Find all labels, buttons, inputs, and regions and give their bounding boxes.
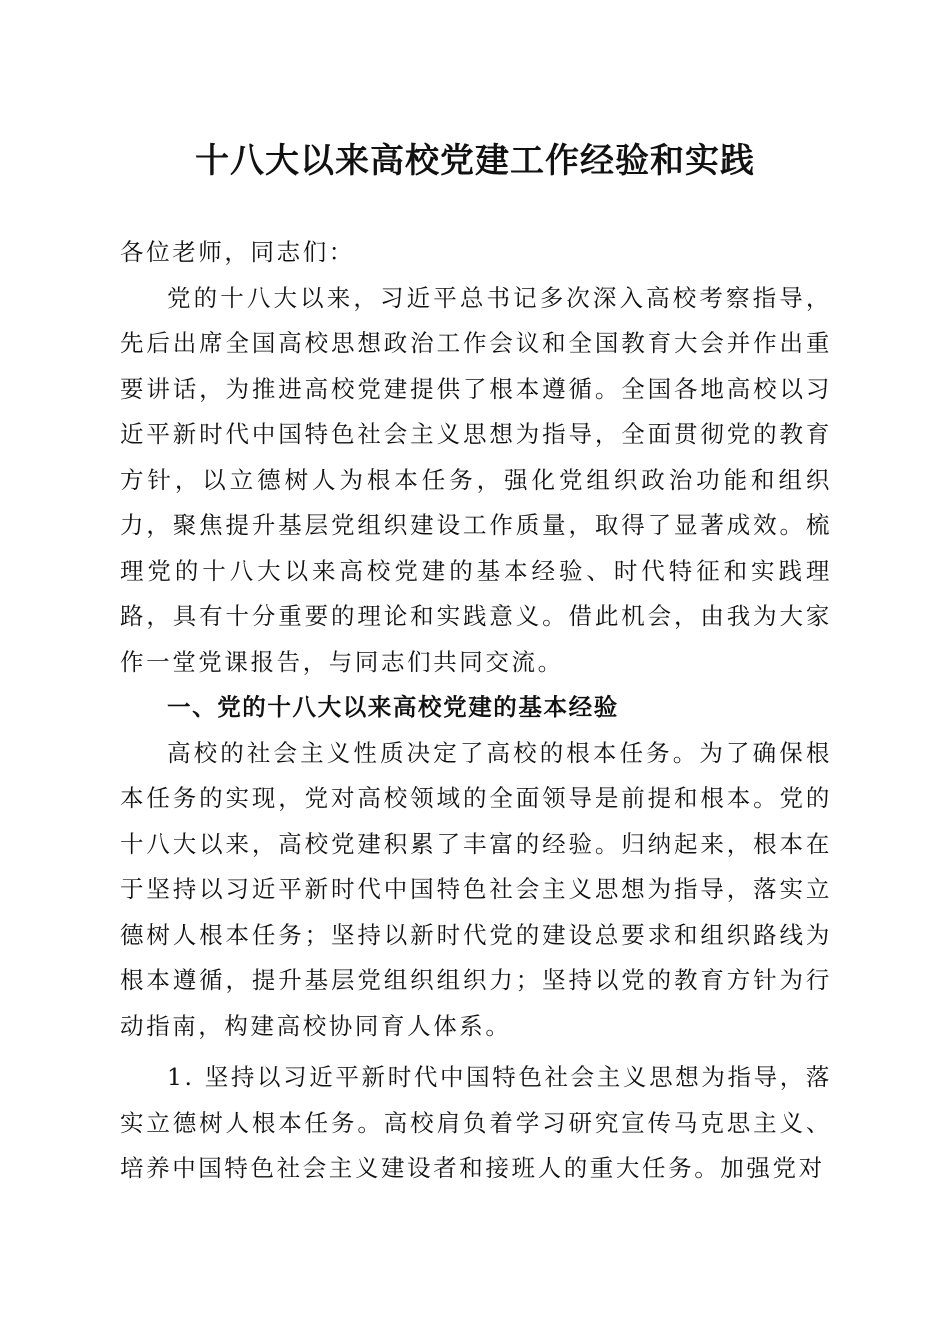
numbered-paragraph: 1. 坚持以习近平新时代中国特色社会主义思想为指导，落实立德树人根本任务。高校肩负着学习研究宣传马克思主义、培养中国特色社会主义建设者和接班人的重大任务。加强党对 — [120, 1063, 832, 1182]
page-title: 十八大以来高校党建工作经验和实践 — [195, 141, 755, 181]
document-body — [120, 230, 832, 1192]
section-heading: 一、党的十八大以来高校党建的基本经验 — [167, 693, 619, 721]
section-paragraph: 高校的社会主义性质决定了高校的根本任务。为了确保根本任务的实现，党对高校领域的全面领导是前提和根本。党的十八大以来，高校党建积累了丰富的经验。归纳起来，根本在于坚持以习近平新时代中国特色社会主义思想为指导，落实立德树人根本任务；坚持以新时代党的建设总要求和组织路线为根本遵循，提升基层党组织组织力；坚持以党的教育方针为行动指南，构建高校协同育人体系。 — [120, 738, 832, 1040]
salutation: 各位老师，同志们： — [120, 238, 355, 266]
intro-paragraph: 党的十八大以来，习近平总书记多次深入高校考察指导，先后出席全国高校思想政治工作会议和全国教育大会并作出重要讲话，为推进高校党建提供了根本遵循。全国各地高校以习近平新时代中国特色社会主义思想为指导，全面贯彻党的教育方针，以立德树人为根本任务，强化党组织政治功能和组织力，聚焦提升基层党组织建设工作质量，取得了显著成效。梳理党的十八大以来高校党建的基本经验、时代特征和实践理路，具有十分重要的理论和实践意义。借此机会，由我为大家作一堂党课报告，与同志们共同交流。 — [120, 283, 832, 676]
